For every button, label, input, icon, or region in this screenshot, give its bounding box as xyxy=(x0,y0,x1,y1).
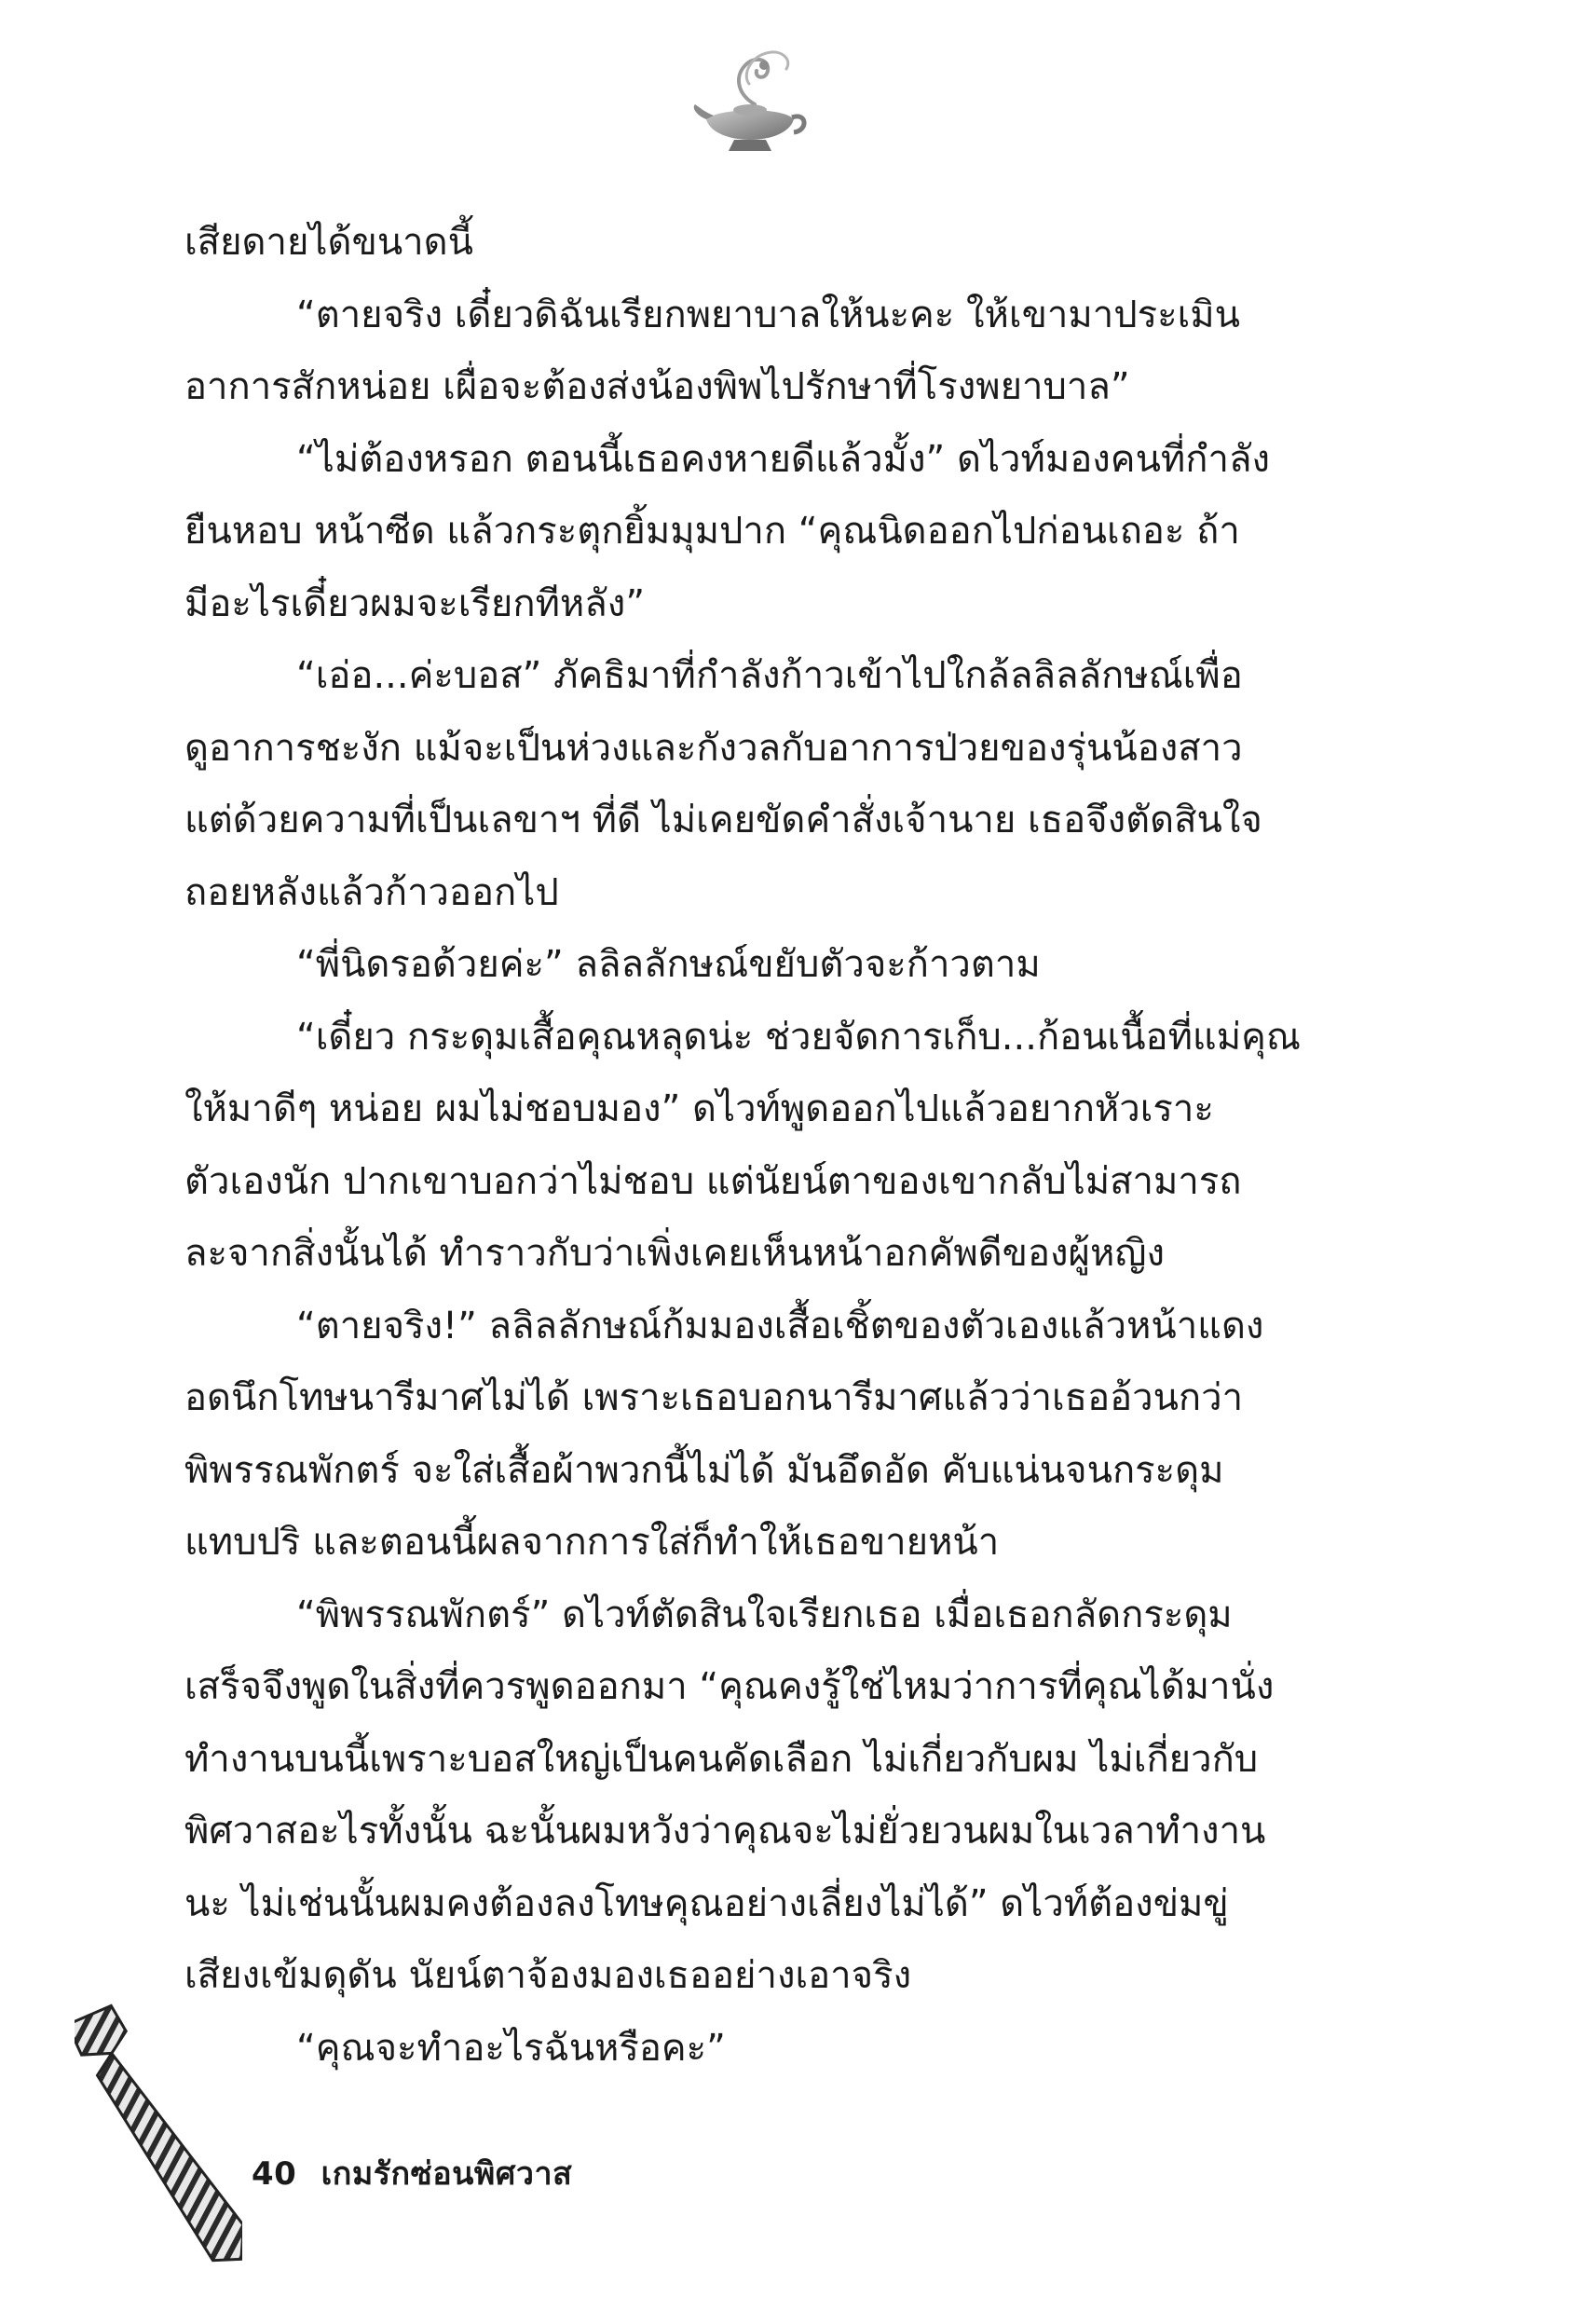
text-line: มีอะไรเดี๋ยวผมจะเรียกทีหลัง” xyxy=(184,581,646,625)
text-line: “ตายจริง เดี๋ยวดิฉันเรียกพยาบาลให้นะคะ ให้เขามาประเมิน xyxy=(296,293,1240,336)
text-line: พิพรรณพักตร์ จะใส่เสื้อผ้าพวกนี้ไม่ได้ มันอึดอัด คับแน่นจนกระดุม xyxy=(184,1448,1224,1492)
text-line: นะ ไม่เช่นนั้นผมคงต้องลงโทษคุณอย่างเลี่ยงไม่ได้” ดไวท์ต้องข่มขู่ xyxy=(184,1881,1229,1925)
body-text xyxy=(184,207,1340,2085)
text-line: ถอยหลังแล้วก้าวออกไป xyxy=(184,870,559,914)
text-line: อาการสักหน่อย เผื่อจะต้องส่งน้องพิพไปรักษาที่โรงพยาบาล” xyxy=(184,365,1130,408)
text-line: “ตายจริง!” ลลิลลักษณ์ก้มมองเสื้อเชิ้ตของตัวเองแล้วหน้าแดง xyxy=(296,1304,1264,1347)
text-line: ยืนหอบ หน้าซีด แล้วกระตุกยิ้มมุมปาก “คุณนิดออกไปก่อนเถอะ ถ้า xyxy=(184,510,1240,553)
text-line: เสร็จจึงพูดในสิ่งที่ควรพูดออกมา “คุณคงรู้ใช่ไหมว่าการที่คุณได้มานั่ง xyxy=(184,1665,1275,1708)
text-line: พิศวาสอะไรทั้งนั้น ฉะนั้นผมหวังว่าคุณจะไม่ยั่วยวนผมในเวลาทำงาน xyxy=(184,1810,1266,1853)
text-line: ดูอาการชะงัก แม้จะเป็นห่วงและกังวลกับอาการป่วยของรุ่นน้องสาว xyxy=(184,726,1243,770)
text-line: “พี่นิดรอด้วยค่ะ” ลลิลลักษณ์ขยับตัวจะก้าวตาม xyxy=(296,943,1041,986)
text-line: ให้มาดีๆ หน่อย ผมไม่ชอบมอง” ดไวท์พูดออกไปแล้วอยากหัวเราะ xyxy=(184,1087,1214,1130)
text-line: “คุณจะทำอะไรฉันหรือคะ” xyxy=(296,2026,726,2070)
text-line: แต่ด้วยความที่เป็นเลขาฯ ที่ดี ไม่เคยขัดคำสั่งเจ้านาย เธอจึงตัดสินใจ xyxy=(184,799,1262,841)
text-line: ละจากสิ่งนั้นได้ ทำราวกับว่าเพิ่งเคยเห็นหน้าอกคัพดีของผู้หญิง xyxy=(184,1232,1165,1275)
text-line: ทำงานบนนี้เพราะบอสใหญ่เป็นคนคัดเลือก ไม่เกี่ยวกับผม ไม่เกี่ยวกับ xyxy=(184,1737,1259,1781)
text-line: “เอ่อ...ค่ะบอส” ภัคธิมาที่กำลังก้าวเข้าไปใกล้ลลิลลักษณ์เพื่อ xyxy=(296,654,1243,697)
text-line: “ไม่ต้องหรอก ตอนนี้เธอคงหายดีแล้วมั้ง” ดไวท์มองคนที่กำลัง xyxy=(296,437,1270,481)
necktie-icon xyxy=(75,1990,242,2288)
text-line: “เดี๋ยว กระดุมเสื้อคุณหลุดน่ะ ช่วยจัดการเก็บ...ก้อนเนื้อที่แม่คุณ xyxy=(296,1015,1301,1059)
text-line: อดนึกโทษนารีมาศไม่ได้ เพราะเธอบอกนารีมาศแล้วว่าเธออ้วนกว่า xyxy=(184,1376,1244,1419)
genie-lamp-icon xyxy=(689,47,811,158)
text-line: เสียงเข้มดุดัน นัยน์ตาจ้องมองเธออย่างเอาจริง xyxy=(184,1954,912,1997)
text-line: “พิพรรณพักตร์” ดไวท์ตัดสินใจเรียกเธอ เมื่อเธอกลัดกระดุม xyxy=(296,1593,1233,1636)
text-line: เสียดายได้ขนาดนี้ xyxy=(184,221,473,264)
page-number: 40 xyxy=(252,2155,297,2193)
page-footer xyxy=(252,2148,572,2198)
text-line: ตัวเองนัก ปากเขาบอกว่าไม่ชอบ แต่นัยน์ตาของเขากลับไม่สามารถ xyxy=(184,1159,1242,1203)
book-title: เกมรักซ่อนพิศวาส xyxy=(321,2155,573,2193)
text-line: แทบปริ และตอนนี้ผลจากการใส่ก็ทำให้เธอขายหน้า xyxy=(184,1521,1000,1564)
